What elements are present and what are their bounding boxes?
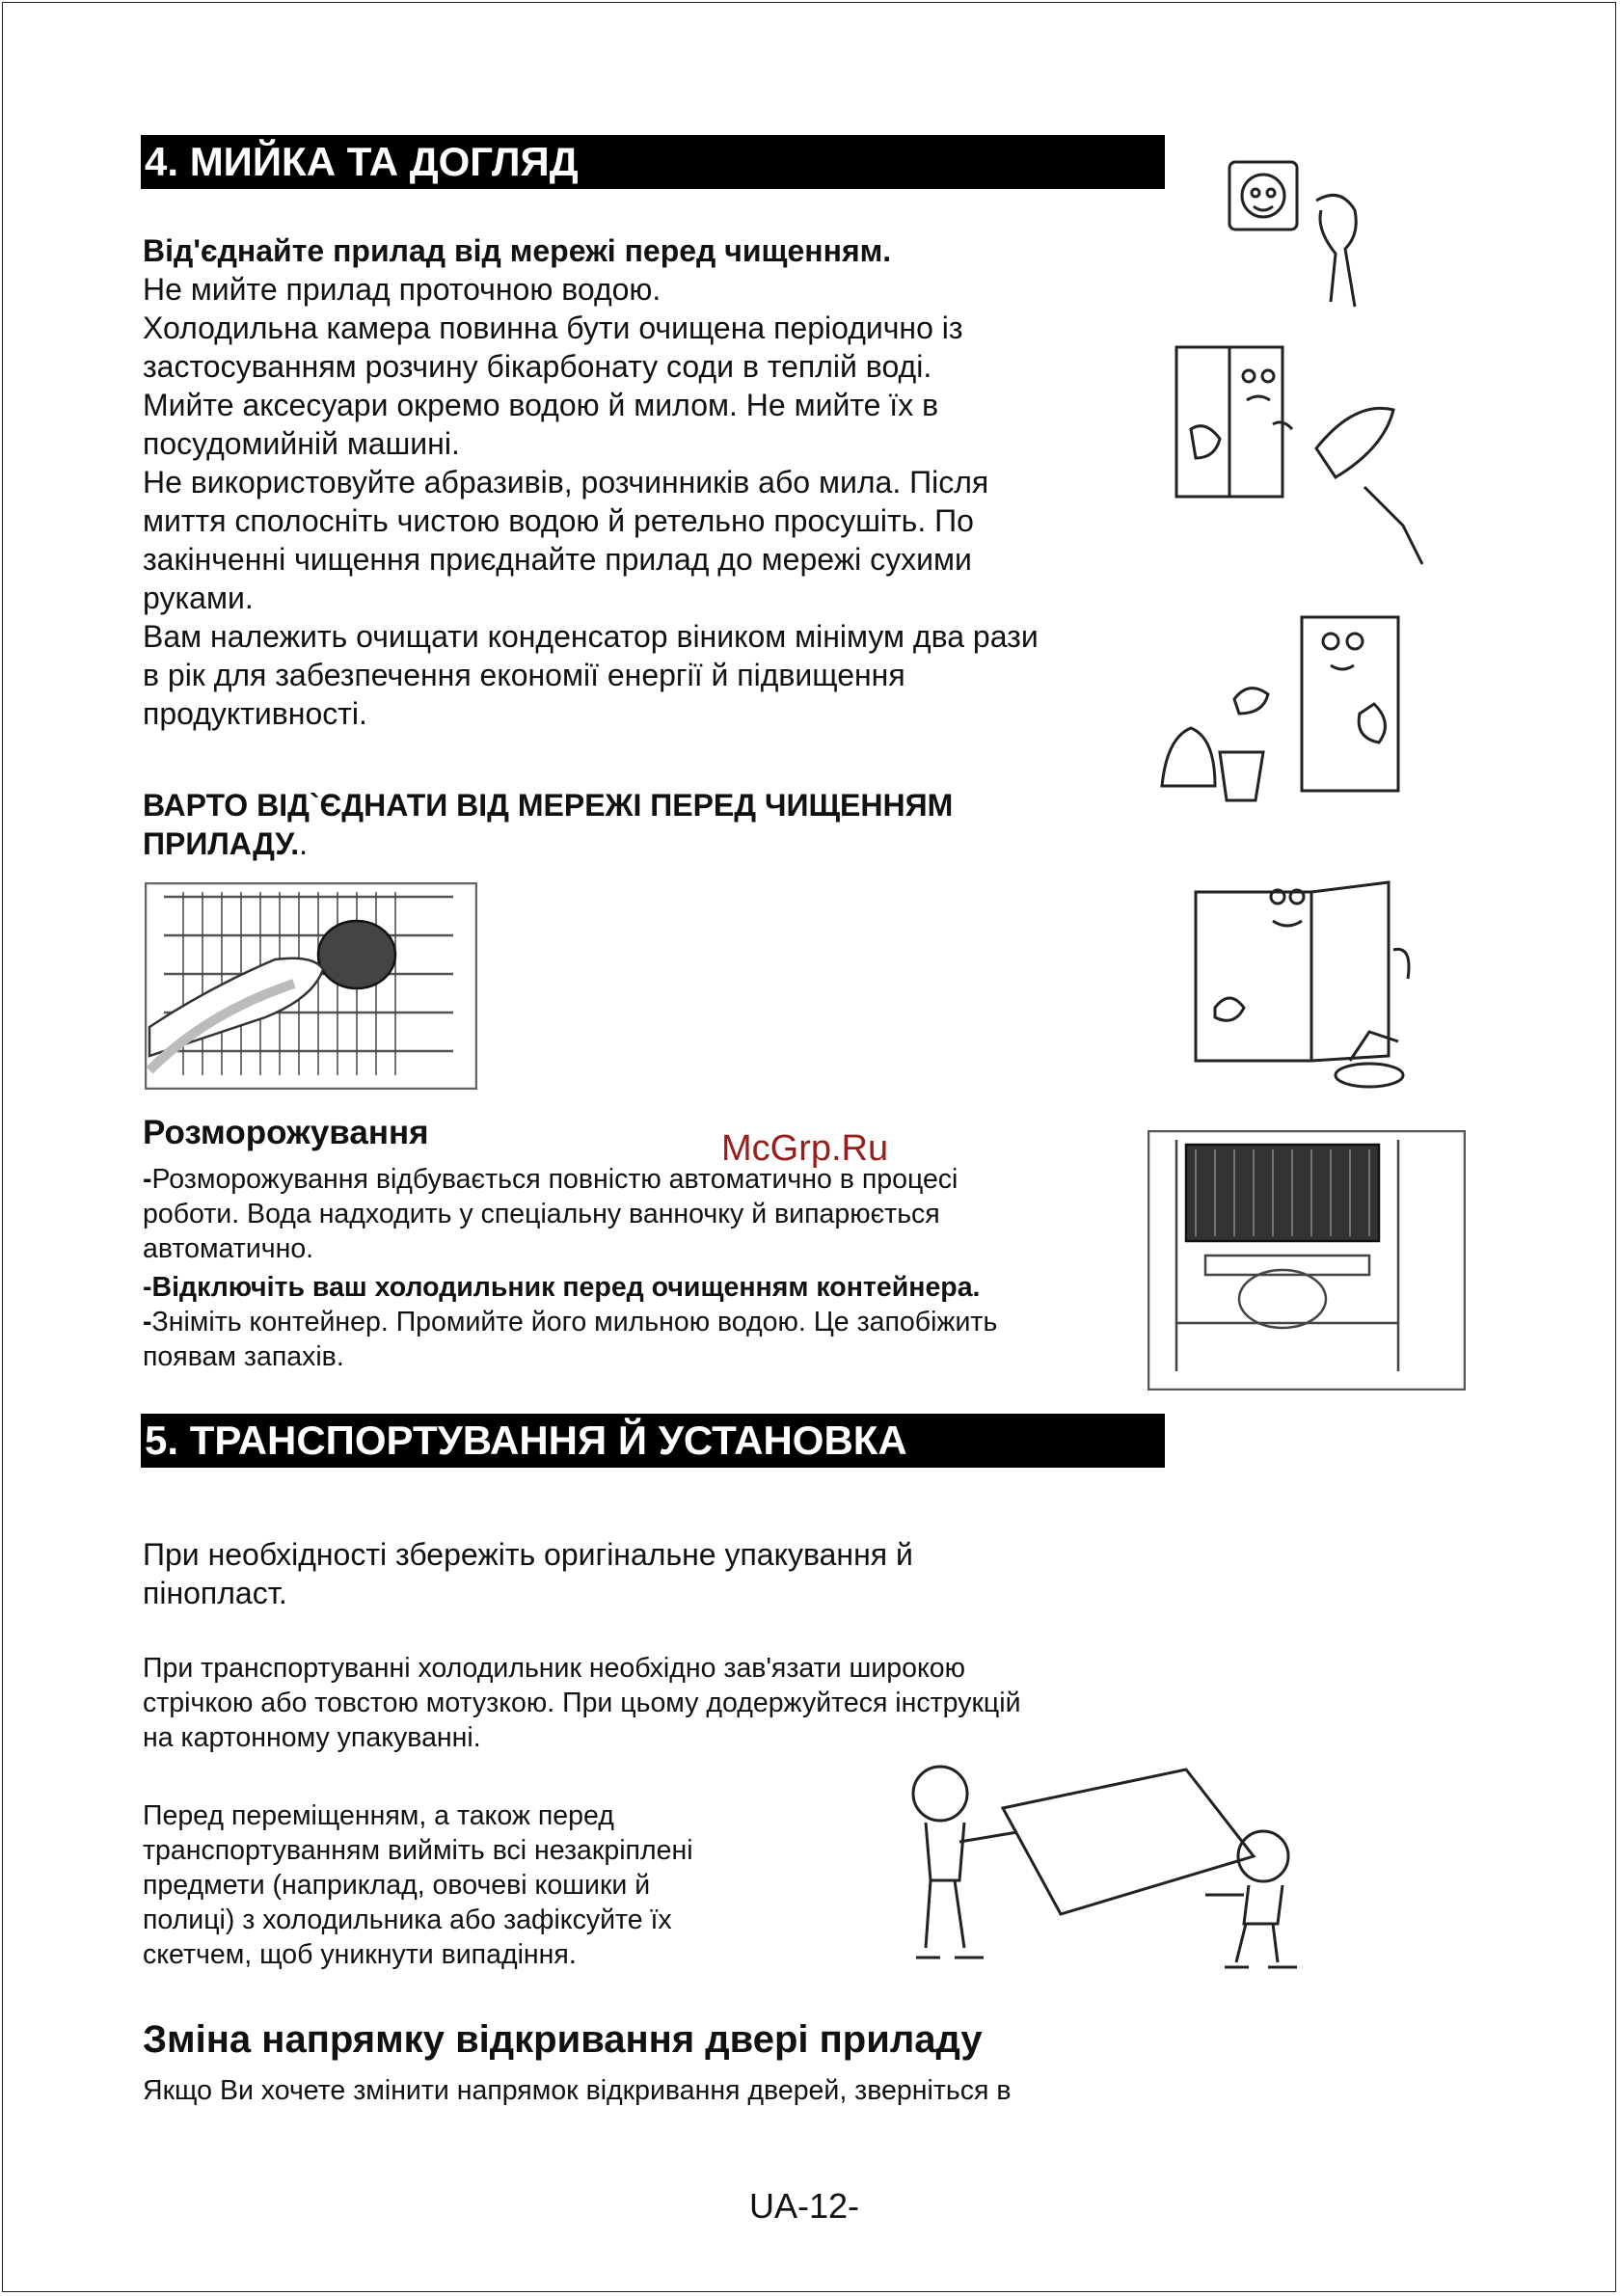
defrost-line: роботи. Вода надходить у спеціальну ванночку й випарюється <box>143 1199 940 1229</box>
paragraph-line: При транспортуванні холодильник необхідно зав'язати широкою <box>143 1653 965 1684</box>
bullet-dash: - <box>143 1272 152 1303</box>
paragraph-line: При необхідності збережіть оригінальне упакування й <box>143 1537 913 1572</box>
door-heading: Зміна напрямку відкривання двері приладу <box>143 2018 983 2061</box>
care-line: миття сполосніть чистою водою й ретельно просушіть. По <box>143 503 974 538</box>
paragraph-line: стрічкою або товстою мотузкою. При цьому додержуйтеся інструкцій <box>143 1688 1021 1718</box>
defrost-line-text: Зніміть контейнер. Промийте його мильною водою. Це запобіжить <box>151 1307 998 1337</box>
paragraph-line: предмети (наприклад, овочеві кошики й <box>143 1870 651 1901</box>
unplug-warning <box>143 786 953 863</box>
defrost-line-text: Розморожування відбувається повністю автоматично в процесі <box>151 1164 958 1195</box>
carrying-fridge-illustration <box>887 1750 1364 1977</box>
moving-paragraph <box>143 1798 693 1972</box>
socket-hand-illustration <box>1210 143 1384 316</box>
wiping-fridge-illustration <box>1157 608 1408 815</box>
section-4-title: 4. МИЙКА ТА ДОГЛЯД <box>141 135 1165 189</box>
defrost-bold-text: Відключіть ваш холодильник перед очищенням контейнера. <box>151 1272 981 1303</box>
condenser-brush-illustration <box>145 882 477 1090</box>
defrost-line: автоматично. <box>143 1233 314 1264</box>
paragraph-line: скетчем, щоб уникнути випадіння. <box>143 1939 577 1970</box>
warning-dot: . <box>299 826 308 861</box>
open-fridge-illustration <box>1186 873 1427 1094</box>
paragraph-line: на картонному упакуванні. <box>143 1722 481 1753</box>
care-line: закінченні чищення приєднайте прилад до мережі сухими <box>143 542 972 577</box>
defrost-line <box>143 1270 997 1305</box>
care-line: Холодильна камера повинна бути очищена періодично із <box>143 311 963 345</box>
care-line: Вам належить очищати конденсатор віником мінімум два рази <box>143 619 1039 654</box>
warning-text: ПРИЛАДУ. <box>143 826 300 861</box>
warning-line <box>143 824 953 863</box>
care-line: Не мийте прилад проточною водою. <box>143 272 662 307</box>
defrost-line <box>143 1305 997 1339</box>
packaging-paragraph <box>143 1535 913 1612</box>
defrost-text <box>143 1162 997 1374</box>
care-line: в рік для забезпечення економії енергії й підвищення <box>143 658 905 692</box>
paragraph-line: Перед переміщенням, а також перед <box>143 1800 614 1831</box>
watermark: McGrp.Ru <box>721 1128 889 1169</box>
door-text <box>143 2073 1011 2108</box>
paragraph-line: полиці) з холодильника або зафіксуйте їх <box>143 1904 672 1935</box>
care-line: застосуванням розчину бікарбонату соди в теплій воді. <box>143 349 932 384</box>
defrost-tray-illustration <box>1148 1130 1466 1391</box>
warning-line: ВАРТО ВІД`ЄДНАТИ ВІД МЕРЕЖІ ПЕРЕД ЧИЩЕННЯМ <box>143 788 954 823</box>
washing-fridge-illustration <box>1172 342 1461 579</box>
care-line: Не використовуйте абразивів, розчинників або мила. Після <box>143 465 989 500</box>
section-4-text <box>143 231 1039 733</box>
page-number: UA-12- <box>749 2186 860 2226</box>
defrost-line: появам запахів. <box>143 1341 344 1372</box>
care-line: продуктивності. <box>143 696 367 731</box>
paragraph-line: пінопласт. <box>143 1576 287 1610</box>
bullet-dash: - <box>143 1307 152 1337</box>
paragraph-line: транспортуванням вийміть всі незакріплені <box>143 1835 693 1866</box>
transport-paragraph <box>143 1651 1021 1755</box>
section-5-title: 5. ТРАНСПОРТУВАННЯ Й УСТАНОВКА <box>141 1414 1165 1468</box>
paragraph-line: Якщо Ви хочете змінити напрямок відкривання дверей, зверніться в <box>143 2075 1012 2106</box>
care-line: руками. <box>143 581 254 615</box>
care-line: Мийте аксесуари окремо водою й милом. Не мийте їх в <box>143 388 939 422</box>
unplug-instruction: Від'єднайте прилад від мережі перед чищенням. <box>143 233 892 268</box>
care-line: посудомийній машині. <box>143 426 460 461</box>
bullet-dash: - <box>143 1164 152 1195</box>
defrost-heading: Розморожування <box>143 1114 429 1151</box>
